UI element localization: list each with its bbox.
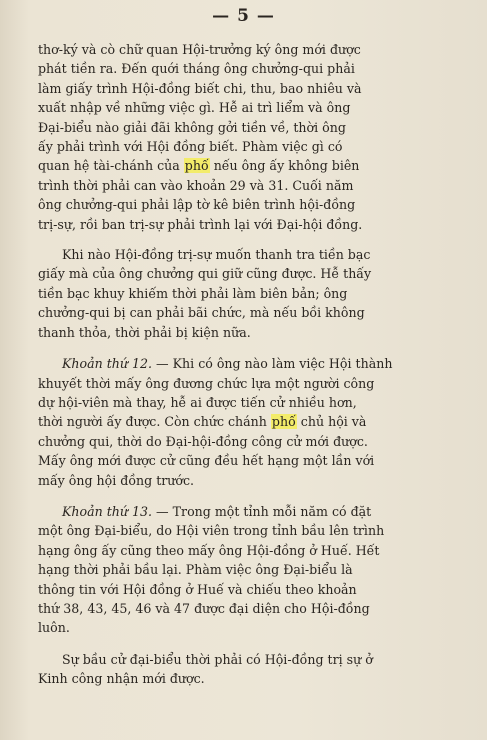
text-line: thơ-ký và cò chữ quan Hội-trưởng ký ông mới được [38,42,361,57]
text-line: phát tiền ra. Đến quới tháng ông chưởng-qui phải [38,61,355,77]
text-line: Kinh công nhận mới được. [38,671,205,687]
page-number: — 5 — [212,6,275,26]
paragraph-article-13 [38,502,450,638]
paragraph-2 [38,245,450,342]
text-line: thứ 38, 43, 45, 46 và 47 được đại diện cho Hội-đồng [38,600,370,616]
text-line: luôn. [38,620,70,636]
text-line: hạng ông ấy cũng theo mấy ông Hội-đồng ở Huế. Hết [38,542,380,558]
text-line [38,502,450,521]
text-line: hạng thời phải bầu lại. Phàm việc ông Đại-biểu là [38,562,353,578]
text-line-rest: — Khi có ông nào làm việc Hội thành [152,356,393,372]
text-line: một ông Đại-biểu, do Hội viên trong tỉnh bầu lên trình [38,523,385,539]
text-line: quan hệ tài-chánh của phố nếu ông ấy không biên [38,158,360,174]
text-line: ấy phải trình với Hội đồng biết. Phàm việc gì có [38,139,343,155]
text-line: Sự bầu cử đại-biểu thời phải có Hội-đồng trị sự ở [62,651,373,667]
text-line: xuất nhập về những việc gì. Hễ ai trì liểm và ông [38,100,351,116]
text-line: giấy mà của ông chưởng qui giữ cũng được. Hễ thấy [38,266,372,282]
text-line: chưởng-qui bị can phải bãi chức, mà nếu bồi không [38,305,365,321]
text-line: mấy ông hội đồng trước. [38,472,195,488]
text-line: khuyết thời mấy ông đương chức lựa một người công [38,375,375,391]
text-line: dự hội-viên mà thay, hễ ai được tiến cử nhiều hơn, [38,394,357,410]
text-line: Mấy ông mới được cử cũng đều hết hạng một lần với [38,453,375,469]
page-text [38,40,450,689]
highlighted-word: phố [184,158,209,174]
text-line-rest: — Trong một tỉnh mỗi năm có đặt [152,503,372,519]
text-line: ông chưởng-qui phải lập tờ kê biên trình hội-đồng [38,197,356,213]
text-line: trình thời phải can vào khoản 29 và 31. Cuối năm [38,177,354,193]
article-heading: Khoản thứ 13. [62,503,153,519]
text-line: trị-sự, rồi ban trị-sự phải trình lại với Đại-hội đồng. [38,216,363,232]
text-line [38,354,450,373]
paragraph-1 [38,40,450,234]
text-line: thanh thỏa, thời phải bị kiện nữa. [38,324,251,340]
text-line: tiền bạc khuy khiếm thời phải làm biên bản; ông [38,285,348,301]
text-line: chưởng qui, thời do Đại-hội-đồng công cử mới được. [38,433,368,449]
text-line: Đại-biểu nào giải đãi không gởi tiền về, thời ông [38,119,346,135]
paragraph-article-12 [38,354,450,490]
text-line: thời người ấy được. Còn chức chánh phố chủ hội và [38,414,367,430]
highlighted-word: phố [271,414,296,430]
text-line: thông tin với Hội đồng ở Huế và chiếu theo khoản [38,581,357,597]
text-line: Khi nào Hội-đồng trị-sự muốn thanh tra tiền bạc [62,247,371,263]
paragraph-final [38,650,450,689]
text-line: làm giấy trình Hội-đồng biết chi, thu, bao nhiêu và [38,80,362,96]
article-heading: Khoản thứ 12. [62,356,153,372]
